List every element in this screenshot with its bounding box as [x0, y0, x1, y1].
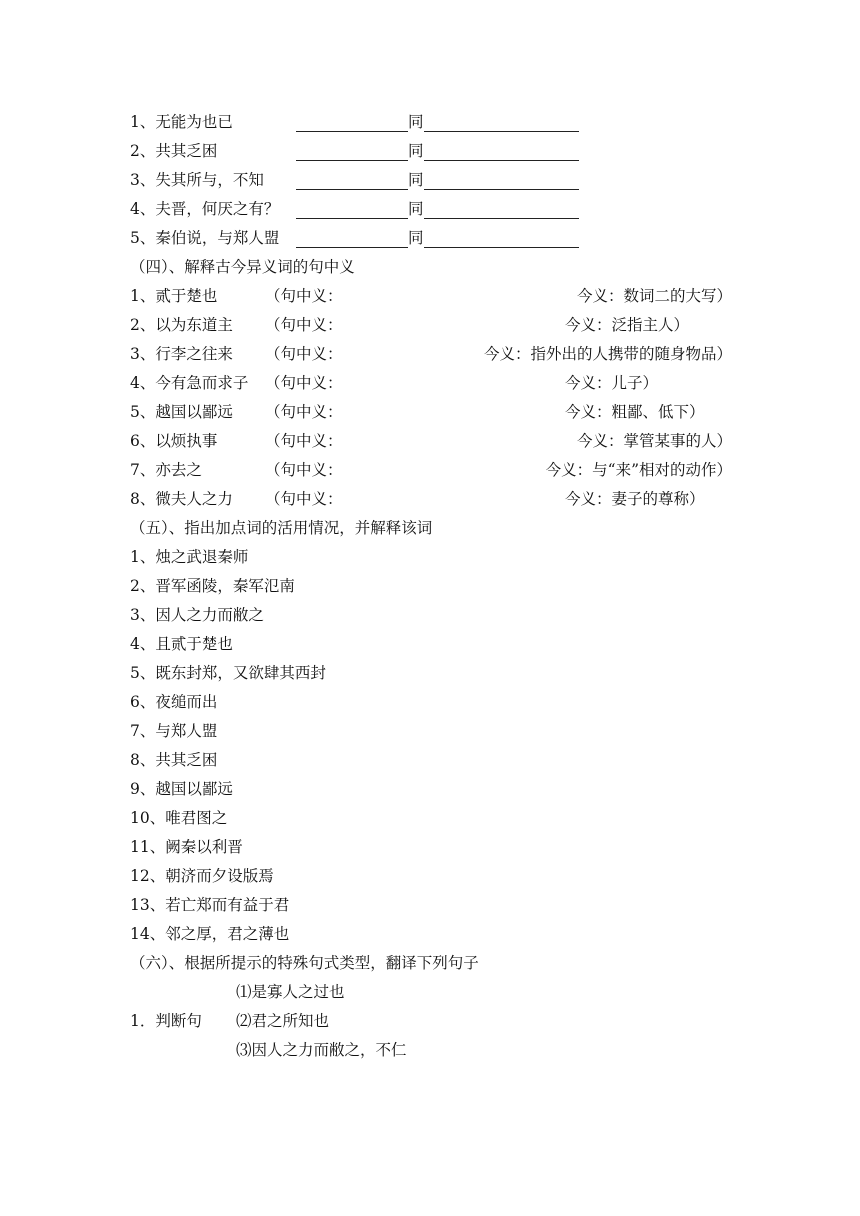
- sentence-category: 1．判断句: [130, 1012, 202, 1030]
- sentence-meaning-label: （句中义：: [265, 490, 343, 508]
- same-label: 同: [408, 113, 424, 131]
- answer-blank[interactable]: [424, 144, 579, 161]
- tongjia-item: [130, 228, 579, 248]
- answer-blank[interactable]: [424, 173, 579, 190]
- list-item: 5、既东封郑，又欲肆其西封: [130, 664, 326, 682]
- modern-meaning: 今义：指外出的人携带的随身物品）: [483, 345, 732, 363]
- list-item: 9、越国以鄙远: [130, 780, 233, 798]
- tongjia-sentence: 4、夫晋，何厌之有？: [130, 200, 280, 218]
- tongjia-item: [130, 112, 579, 132]
- section4-item-sentence: 6、以烦执事: [130, 432, 218, 450]
- modern-meaning: 今义：妻子的尊称）: [565, 490, 705, 508]
- answer-blank[interactable]: [424, 115, 579, 132]
- section4-item-sentence: 8、微夫人之力: [130, 490, 233, 508]
- list-item: 10、唯君图之: [130, 809, 228, 827]
- answer-blank[interactable]: [296, 231, 408, 248]
- sentence-meaning-label: （句中义：: [265, 287, 343, 305]
- answer-blank[interactable]: [296, 173, 408, 190]
- list-item: 3、因人之力而敝之: [130, 606, 264, 624]
- same-label: 同: [408, 229, 424, 247]
- answer-blank[interactable]: [424, 231, 579, 248]
- list-item: 8、共其乏困: [130, 751, 218, 769]
- tongjia-item: [130, 141, 579, 161]
- modern-meaning: 今义：与“来”相对的动作）: [545, 461, 732, 479]
- list-item: 11、阙秦以利晋: [130, 838, 243, 856]
- section-heading: （五）、指出加点词的活用情况，并解释该词: [130, 519, 433, 537]
- same-label: 同: [408, 200, 424, 218]
- list-item: 6、夜缒而出: [130, 693, 218, 711]
- tongjia-sentence: 5、秦伯说，与郑人盟: [130, 229, 280, 247]
- sentence-meaning-label: （句中义：: [265, 432, 343, 450]
- tongjia-sentence: 1、无能为也已: [130, 113, 233, 131]
- translation-item: ⑴是寡人之过也: [236, 983, 345, 1001]
- section-heading: （四）、解释古今异义词的句中义: [130, 258, 355, 276]
- modern-meaning: 今义：数词二的大写）: [576, 287, 732, 305]
- list-item: 7、与郑人盟: [130, 722, 218, 740]
- section4-item-sentence: 7、亦去之: [130, 461, 202, 479]
- section4-item-sentence: 2、以为东道主: [130, 316, 233, 334]
- answer-blank[interactable]: [296, 202, 408, 219]
- answer-blank[interactable]: [296, 115, 408, 132]
- translation-item: ⑶因人之力而敝之，不仁: [236, 1041, 407, 1059]
- sentence-meaning-label: （句中义：: [265, 316, 343, 334]
- list-item: 4、且贰于楚也: [130, 635, 233, 653]
- section4-item-sentence: 3、行李之往来: [130, 345, 233, 363]
- section-heading: （六）、根据所提示的特殊句式类型，翻译下列句子: [130, 954, 479, 972]
- tongjia-sentence: 3、失其所与，不知: [130, 171, 264, 189]
- tongjia-item: [130, 170, 579, 190]
- same-label: 同: [408, 142, 424, 160]
- answer-blank[interactable]: [424, 202, 579, 219]
- modern-meaning: 今义：泛指主人）: [565, 316, 690, 334]
- translation-item: ⑵君之所知也: [236, 1012, 330, 1030]
- sentence-meaning-label: （句中义：: [265, 374, 343, 392]
- sentence-meaning-label: （句中义：: [265, 403, 343, 421]
- sentence-meaning-label: （句中义：: [265, 345, 343, 363]
- section4-item-sentence: 1、贰于楚也: [130, 287, 218, 305]
- tongjia-item: [130, 199, 579, 219]
- modern-meaning: 今义：儿子）: [565, 374, 659, 392]
- list-item: 1、烛之武退秦师: [130, 548, 249, 566]
- list-item: 14、邻之厚，君之薄也: [130, 925, 290, 943]
- answer-blank[interactable]: [296, 144, 408, 161]
- same-label: 同: [408, 171, 424, 189]
- sentence-meaning-label: （句中义：: [265, 461, 343, 479]
- section4-item-sentence: 4、今有急而求子: [130, 374, 249, 392]
- list-item: 13、若亡郑而有益于君: [130, 896, 290, 914]
- section4-item-sentence: 5、越国以鄙远: [130, 403, 233, 421]
- tongjia-sentence: 2、共其乏困: [130, 142, 218, 160]
- list-item: 2、晋军函陵，秦军氾南: [130, 577, 295, 595]
- modern-meaning: 今义：掌管某事的人）: [576, 432, 732, 450]
- list-item: 12、朝济而夕设版焉: [130, 867, 274, 885]
- modern-meaning: 今义：粗鄙、低下）: [565, 403, 705, 421]
